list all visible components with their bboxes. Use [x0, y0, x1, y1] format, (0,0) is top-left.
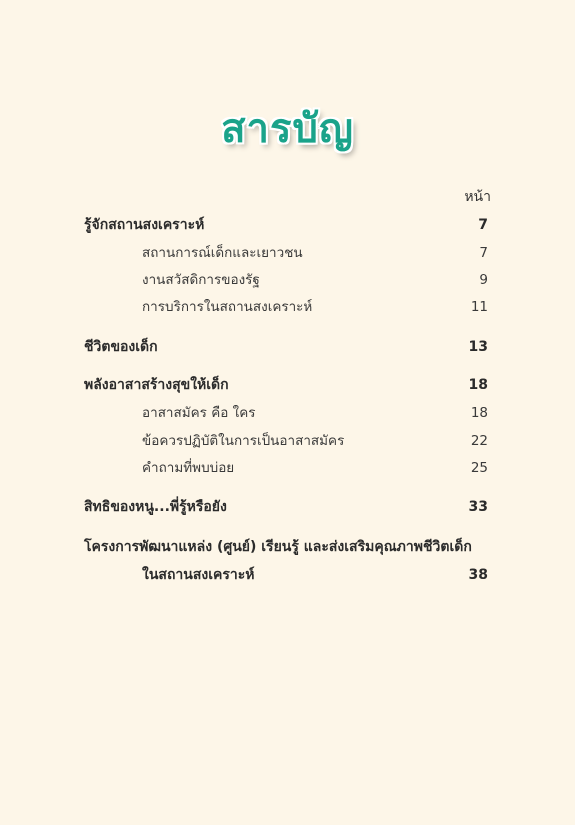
toc-entry-label: ข้อควรปฏิบัติในการเป็นอาสาสมัคร [142, 433, 345, 449]
toc-page-number: 18 [470, 405, 488, 421]
toc-entry-label: พลังอาสาสร้างสุขให้เด็ก [84, 377, 229, 393]
toc-chapter-2[interactable] [84, 336, 490, 358]
toc-subitem-1-3[interactable] [84, 296, 490, 318]
toc-entry-label: ชีวิตของเด็ก [84, 339, 158, 355]
toc-page-number: 18 [468, 377, 488, 393]
page-column-header: หน้า [464, 189, 491, 205]
toc-chapter-1[interactable] [84, 214, 490, 236]
toc-page-number: 11 [470, 299, 488, 315]
toc-entry-label: งานสวัสดิการของรัฐ [142, 272, 260, 288]
toc-chapter-3[interactable] [84, 374, 490, 396]
toc-subitem-3-3[interactable] [84, 457, 490, 479]
toc-entry-label: คำถามที่พบบ่อย [142, 460, 235, 476]
toc-subitem-1-2[interactable] [84, 269, 490, 291]
toc-page-number: 33 [468, 499, 488, 515]
toc-page-number: 22 [470, 433, 488, 449]
toc-page-number: 7 [479, 245, 488, 261]
toc-page-number: 25 [470, 460, 488, 476]
toc-page-number: 38 [468, 567, 488, 583]
toc-subitem-3-1[interactable] [84, 402, 490, 424]
toc-entry-label: โครงการพัฒนาแหล่ง (ศูนย์) เรียนรู้ และส่งเสริมคุณภาพชีวิตเด็ก [84, 539, 472, 555]
toc-entry-label: อาสาสมัคร คือ ใคร [142, 405, 256, 421]
toc-chapter-5-continuation[interactable] [84, 564, 490, 586]
toc-subitem-3-2[interactable] [84, 430, 490, 452]
toc-entry-label: สิทธิของหนู...พี่รู้หรือยัง [84, 499, 227, 515]
toc-entry-label: รู้จักสถานสงเคราะห์ [84, 217, 205, 233]
toc-entry-label: การบริการในสถานสงเคราะห์ [142, 299, 313, 315]
toc-entry-label: สถานการณ์เด็กและเยาวชน [142, 245, 303, 261]
toc-chapter-5[interactable] [84, 536, 490, 558]
toc-subitem-1-1[interactable] [84, 242, 490, 264]
toc-page-number: 7 [478, 217, 488, 233]
toc-entry-label: ในสถานสงเคราะห์ [142, 567, 255, 583]
page-title: สารบัญ [221, 106, 354, 152]
toc-page-number: 13 [468, 339, 488, 355]
toc-chapter-4[interactable] [84, 496, 490, 518]
toc-page-number: 9 [479, 272, 488, 288]
